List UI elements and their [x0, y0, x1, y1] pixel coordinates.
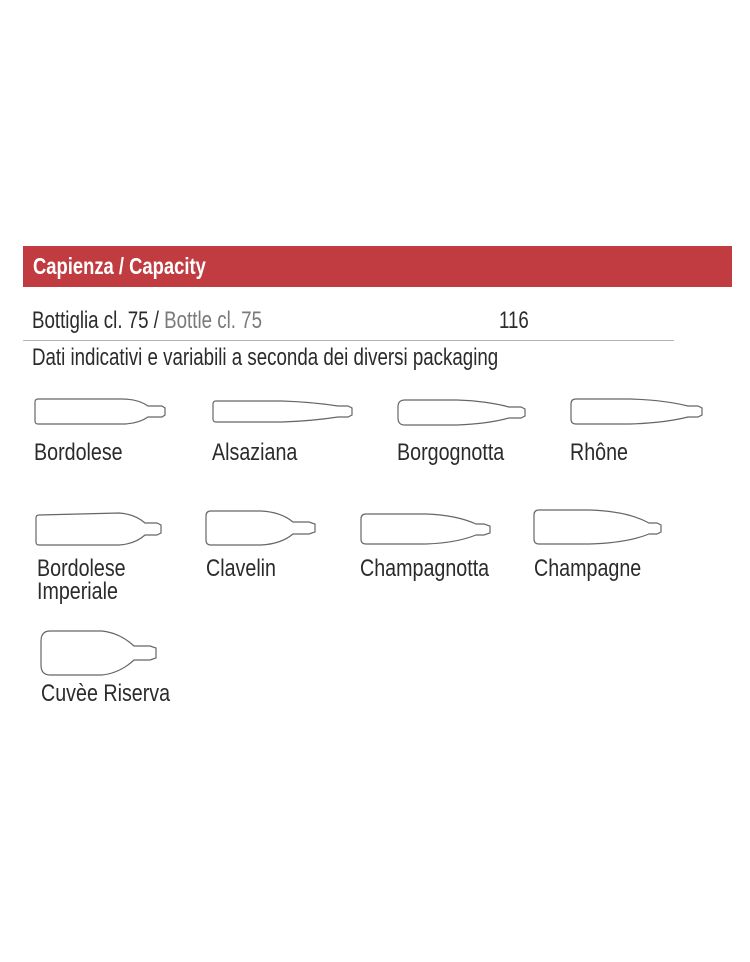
bottle-label: Alsaziana	[212, 439, 298, 466]
capacity-label-en: Bottle cl. 75	[164, 307, 262, 334]
bottle-label: Rhône	[570, 439, 629, 466]
bottle-label: Champagnotta	[360, 555, 490, 582]
bottle-label: Bordolese	[34, 439, 123, 466]
packaging-note: Dati indicativi e variabili a seconda dei diversi packaging	[32, 344, 499, 371]
bottle-champagnotta	[360, 512, 494, 582]
capacity-header	[23, 246, 732, 287]
bottle-clavelin	[205, 509, 321, 582]
bottle-label: Champagne	[534, 555, 642, 582]
bottle-bordolese-imperiale	[35, 511, 167, 605]
bottle-icon	[212, 399, 356, 423]
capacity-separator: /	[153, 307, 159, 334]
bottle-label: Cuvèe Riserva	[41, 680, 171, 707]
capacity-label-it: Bottiglia cl. 75	[32, 307, 149, 334]
bottle-icon	[397, 398, 531, 426]
bottle-icon	[34, 397, 170, 425]
bottle-icon	[570, 397, 706, 425]
bottle-bordolese	[34, 397, 170, 466]
bottle-icon	[35, 511, 167, 547]
bottle-icon	[360, 512, 494, 546]
bottle-icon	[205, 509, 321, 547]
header-title: Capienza / Capacity	[33, 253, 206, 279]
bottle-icon	[533, 508, 665, 546]
divider	[23, 340, 674, 341]
bottle-alsaziana	[212, 399, 356, 466]
bottle-rhone	[570, 397, 706, 466]
capacity-value: 116	[499, 307, 529, 334]
bottle-icon	[40, 629, 164, 677]
bottle-cuvee-riserva	[40, 629, 171, 707]
bottle-label: Clavelin	[206, 555, 277, 582]
bottle-label: Bordolese Imperiale	[37, 555, 126, 605]
bottle-champagne	[533, 508, 665, 582]
bottle-borgognotta	[397, 398, 531, 466]
bottle-label: Borgognotta	[397, 439, 505, 466]
capacity-row	[32, 307, 327, 335]
